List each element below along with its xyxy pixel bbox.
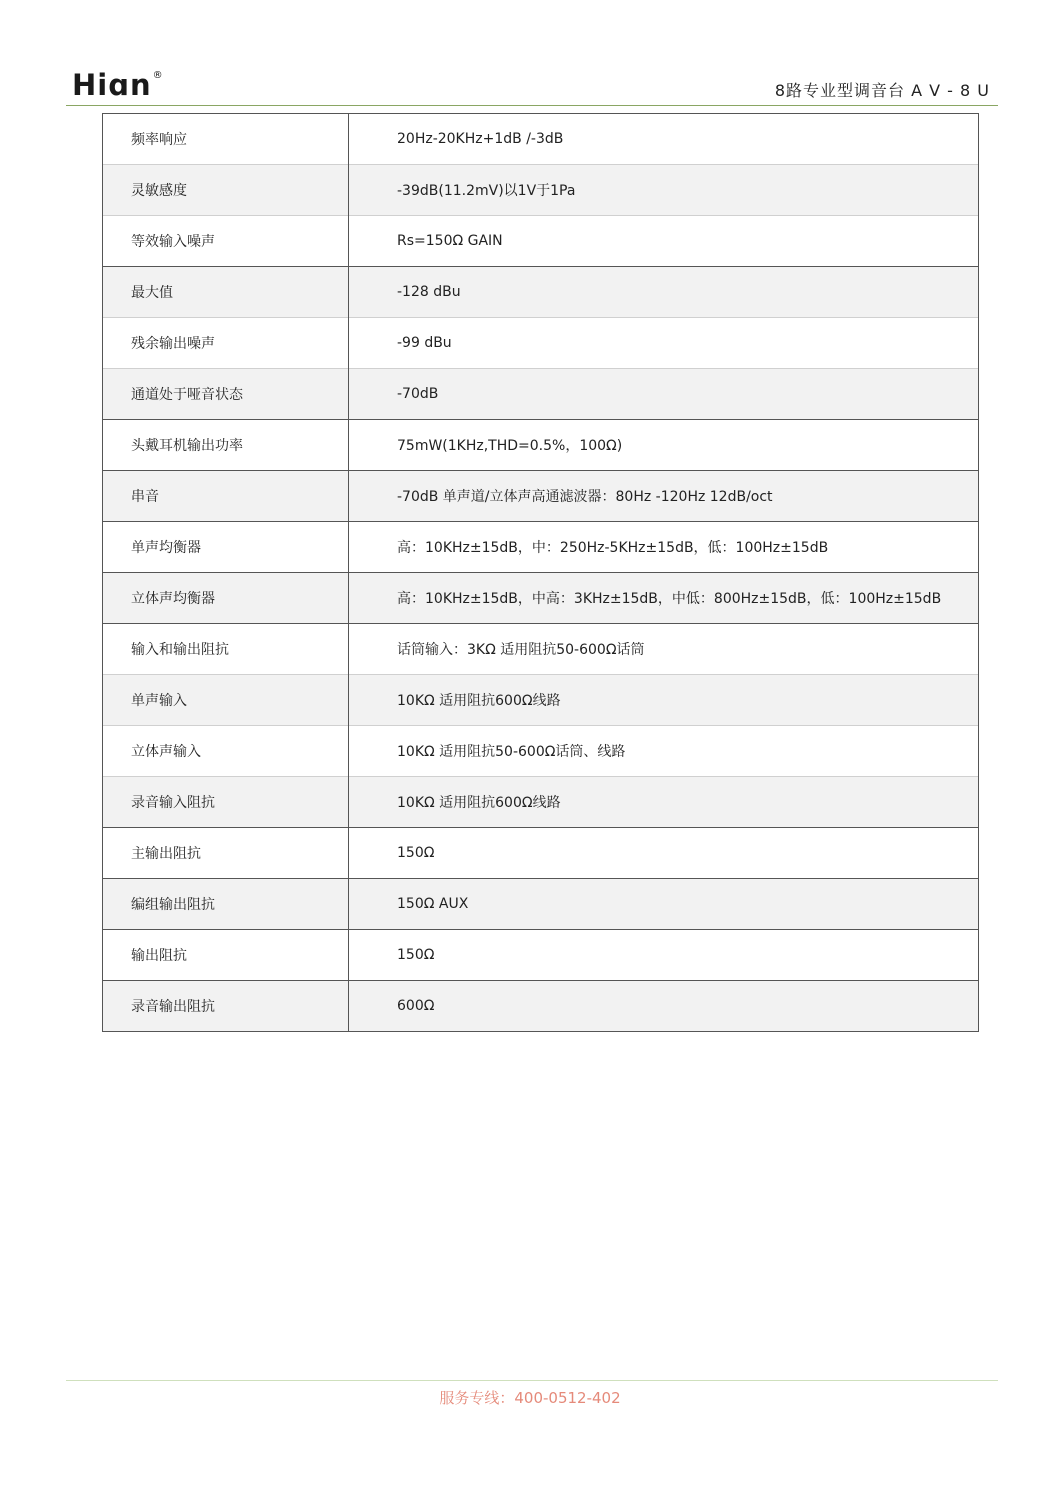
spec-value: 高：10KHz±15dB，中高：3KHz±15dB，中低：800Hz±15dB，低：100Hz±15dB: [349, 573, 979, 624]
spec-label: 灵敏感度: [103, 165, 349, 216]
registered-mark: ®: [152, 70, 164, 82]
spec-label: 单声输入: [103, 675, 349, 726]
table-row: [103, 777, 979, 828]
table-row: [103, 624, 979, 675]
spec-value: -99 dBu: [349, 318, 979, 369]
table-row: [103, 216, 979, 267]
spec-label: 频率响应: [103, 114, 349, 165]
table-row: [103, 165, 979, 216]
table-row: [103, 522, 979, 573]
spec-label: 串音: [103, 471, 349, 522]
table-row: [103, 726, 979, 777]
spec-value: 150Ω: [349, 828, 979, 879]
table-row: [103, 114, 979, 165]
table-row: [103, 573, 979, 624]
header-divider: [66, 105, 998, 106]
table-row: [103, 369, 979, 420]
footer-divider: [66, 1380, 998, 1381]
spec-value: -39dB(11.2mV)以1V于1Pa: [349, 165, 979, 216]
page-header: [66, 66, 998, 106]
spec-label: 残余输出噪声: [103, 318, 349, 369]
spec-value: 高：10KHz±15dB，中：250Hz-5KHz±15dB，低：100Hz±15dB: [349, 522, 979, 573]
spec-label: 头戴耳机输出功率: [103, 420, 349, 471]
table-row: [103, 981, 979, 1032]
spec-label: 编组输出阻抗: [103, 879, 349, 930]
table-row: [103, 828, 979, 879]
spec-label: 主输出阻抗: [103, 828, 349, 879]
table-row: [103, 930, 979, 981]
table-row: [103, 675, 979, 726]
table-row: [103, 267, 979, 318]
spec-label: 等效输入噪声: [103, 216, 349, 267]
brand-logo-text: Hiɑn: [72, 68, 152, 102]
document-title: 8路专业型调音台 A V - 8 U: [774, 81, 990, 100]
spec-value: 10KΩ 适用阻抗600Ω线路: [349, 675, 979, 726]
spec-label: 录音输出阻抗: [103, 981, 349, 1032]
brand-logo: [72, 68, 164, 102]
spec-label: 单声均衡器: [103, 522, 349, 573]
table-row: [103, 318, 979, 369]
spec-value: -128 dBu: [349, 267, 979, 318]
spec-value: 20Hz-20KHz+1dB /-3dB: [349, 114, 979, 165]
spec-label: 通道处于哑音状态: [103, 369, 349, 420]
spec-label: 立体声均衡器: [103, 573, 349, 624]
spec-value: 话筒输入：3KΩ 适用阻抗50-600Ω话筒: [349, 624, 979, 675]
spec-value: 150Ω AUX: [349, 879, 979, 930]
spec-label: 最大值: [103, 267, 349, 318]
spec-table: [102, 113, 979, 1032]
service-hotline: 服务专线：400-0512-402: [439, 1389, 621, 1407]
spec-value: 10KΩ 适用阻抗50-600Ω话筒、线路: [349, 726, 979, 777]
spec-label: 立体声输入: [103, 726, 349, 777]
spec-label: 输入和输出阻抗: [103, 624, 349, 675]
spec-value: -70dB: [349, 369, 979, 420]
spec-value: 10KΩ 适用阻抗600Ω线路: [349, 777, 979, 828]
table-row: [103, 471, 979, 522]
spec-value: 150Ω: [349, 930, 979, 981]
spec-value: 600Ω: [349, 981, 979, 1032]
spec-label: 输出阻抗: [103, 930, 349, 981]
spec-label: 录音输入阻抗: [103, 777, 349, 828]
spec-value: 75mW(1KHz,THD=0.5%，100Ω): [349, 420, 979, 471]
table-row: [103, 879, 979, 930]
table-row: [103, 420, 979, 471]
spec-value: Rs=150Ω GAIN: [349, 216, 979, 267]
spec-value: -70dB 单声道/立体声高通滤波器：80Hz -120Hz 12dB/oct: [349, 471, 979, 522]
